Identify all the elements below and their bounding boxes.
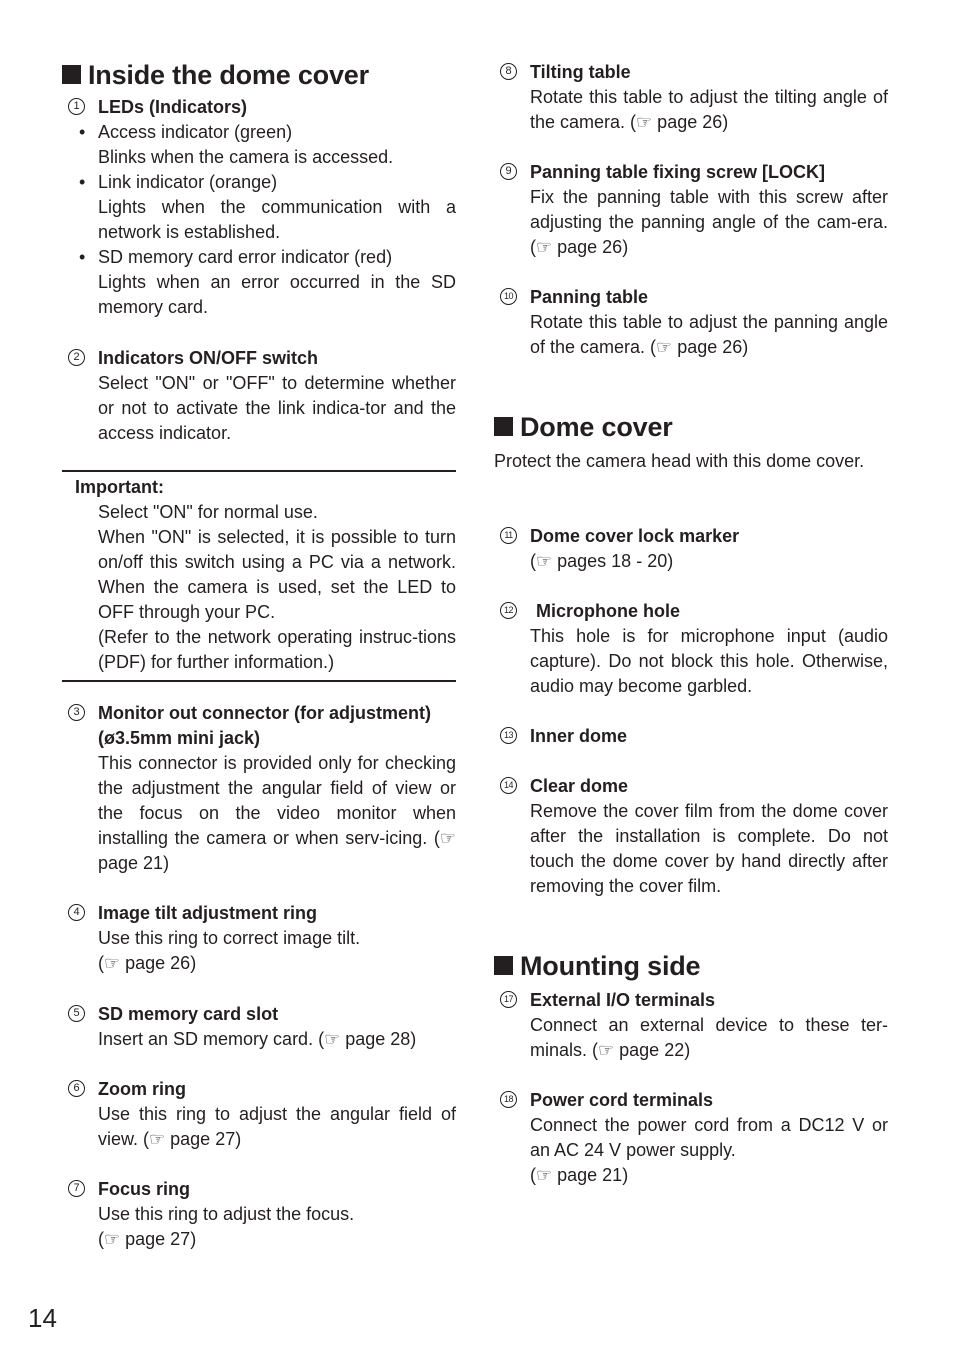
item-title: Monitor out connector (for adjustment) (ø3.5mm mini jack) xyxy=(98,703,431,748)
item-number: 10 xyxy=(500,288,517,305)
item-title: External I/O terminals xyxy=(530,990,716,1010)
item-title: Tilting table xyxy=(530,62,631,82)
item-number: 6 xyxy=(68,1080,85,1097)
item-number: 3 xyxy=(68,704,85,721)
item-description: Remove the cover film from the dome cover after the installation is complete. Do not touch the dome cover by hand directly after removing the cover film. xyxy=(530,801,888,896)
item-title: Inner dome xyxy=(530,726,628,746)
bullet-access-indicator: • Access indicator (green) xyxy=(98,120,456,145)
item-description: Select "ON" or "OFF" to determine whether or not to activate the link indica-tor and the access indicator. xyxy=(98,373,456,443)
bullet-dot-icon: • xyxy=(79,122,86,142)
item-description: Rotate this table to adjust the tilting angle of the camera. (☞ page 26) xyxy=(530,87,888,132)
page-number: 14 xyxy=(28,1303,57,1333)
item-external-io-terminals xyxy=(494,988,888,1063)
item-number: 12 xyxy=(500,602,517,619)
item-dome-lock-marker xyxy=(494,524,888,574)
section-intro: Protect the camera head with this dome cover. xyxy=(494,451,865,471)
item-inner-dome xyxy=(494,724,888,749)
page-reference: (☞ page 21) xyxy=(530,1165,629,1185)
page-reference: (☞ pages 18 - 20) xyxy=(530,551,674,571)
item-title: Dome cover lock marker xyxy=(530,526,740,546)
bullet-link-indicator: • Link indicator (orange) xyxy=(98,170,456,195)
bullet-dot-icon: • xyxy=(79,172,86,192)
page-reference: (☞ page 26) xyxy=(98,953,197,973)
item-title: Microphone hole xyxy=(536,601,680,621)
bullet-dot-icon: • xyxy=(79,247,86,267)
item-description: Connect the power cord from a DC12 V or an AC 24 V power supply. xyxy=(530,1115,888,1160)
section-heading-dome-cover: Dome cover xyxy=(494,411,673,443)
item-indicators-switch xyxy=(62,346,456,446)
item-number: 13 xyxy=(500,727,517,744)
item-title: SD memory card slot xyxy=(98,1004,279,1024)
item-description: Use this ring to adjust the angular field of view. (☞ page 27) xyxy=(98,1104,456,1149)
page-reference: (☞ page 27) xyxy=(98,1229,197,1249)
item-description: Connect an external device to these ter-minals. (☞ page 22) xyxy=(530,1015,888,1060)
item-number: 8 xyxy=(500,63,517,80)
important-note xyxy=(62,470,456,682)
square-bullet-icon xyxy=(494,417,513,436)
important-line: (Refer to the network operating instruc-tions (PDF) for further information.) xyxy=(98,627,456,672)
important-line: When "ON" is selected, it is possible to turn on/off this switch using a PC via a network. When the camera is used, set the LED to OFF through your PC. xyxy=(98,527,456,622)
bullet-sd-error-indicator: • SD memory card error indicator (red) xyxy=(98,245,456,270)
item-description: Insert an SD memory card. (☞ page 28) xyxy=(98,1029,417,1049)
item-monitor-out-connector xyxy=(62,701,456,876)
item-title: Panning table fixing screw [LOCK] xyxy=(530,162,826,182)
item-number: 2 xyxy=(68,349,85,366)
item-image-tilt-ring xyxy=(62,901,456,976)
item-number: 4 xyxy=(68,904,85,921)
item-title: Power cord terminals xyxy=(530,1090,714,1110)
item-panning-fixing-screw xyxy=(494,160,888,260)
item-focus-ring xyxy=(62,1177,456,1252)
item-leds xyxy=(62,95,456,320)
item-description: Lights when an error occurred in the SD memory card. xyxy=(98,272,456,317)
item-panning-table xyxy=(494,285,888,360)
item-number: 14 xyxy=(500,777,517,794)
item-microphone-hole xyxy=(494,599,888,699)
item-description: Lights when the communication with a network is established. xyxy=(98,197,456,242)
item-title: Clear dome xyxy=(530,776,629,796)
item-description: Use this ring to adjust the focus. xyxy=(98,1204,355,1224)
item-description: This hole is for microphone input (audio capture). Do not block this hole. Otherwise, audio may become garbled. xyxy=(530,626,888,696)
item-description: Rotate this table to adjust the panning angle of the camera. (☞ page 26) xyxy=(530,312,888,357)
item-number: 18 xyxy=(500,1091,517,1108)
item-title: Focus ring xyxy=(98,1179,191,1199)
item-title: Indicators ON/OFF switch xyxy=(98,348,319,368)
section-heading-inside-dome-cover: Inside the dome cover xyxy=(62,59,369,91)
square-bullet-icon xyxy=(494,956,513,975)
item-description: Use this ring to correct image tilt. xyxy=(98,928,361,948)
section-heading-mounting-side: Mounting side xyxy=(494,950,700,982)
item-power-cord-terminals xyxy=(494,1088,888,1188)
item-description: Fix the panning table with this screw after adjusting the panning angle of the cam-era. (☞ page 26) xyxy=(530,187,888,257)
item-title: Image tilt adjustment ring xyxy=(98,903,318,923)
item-number: 5 xyxy=(68,1005,85,1022)
item-description: This connector is provided only for checking the adjustment the angular field of view or the focus on the video monitor when installing the camera or when serv-icing. (☞ page 21) xyxy=(98,753,456,873)
item-sd-card-slot xyxy=(62,1002,456,1052)
item-zoom-ring xyxy=(62,1077,456,1152)
item-number: 1 xyxy=(68,98,85,115)
square-bullet-icon xyxy=(62,65,81,84)
item-number: 11 xyxy=(500,527,517,544)
important-line: Select "ON" for normal use. xyxy=(98,502,318,522)
item-clear-dome xyxy=(494,774,888,899)
item-number: 7 xyxy=(68,1180,85,1197)
item-number: 9 xyxy=(500,163,517,180)
item-description: Blinks when the camera is accessed. xyxy=(98,147,394,167)
item-title: Panning table xyxy=(530,287,649,307)
item-title: Zoom ring xyxy=(98,1079,186,1099)
important-label: Important: xyxy=(75,477,164,497)
item-number: 17 xyxy=(500,991,517,1008)
item-title: LEDs (Indicators) xyxy=(98,97,248,117)
item-tilting-table xyxy=(494,60,888,135)
